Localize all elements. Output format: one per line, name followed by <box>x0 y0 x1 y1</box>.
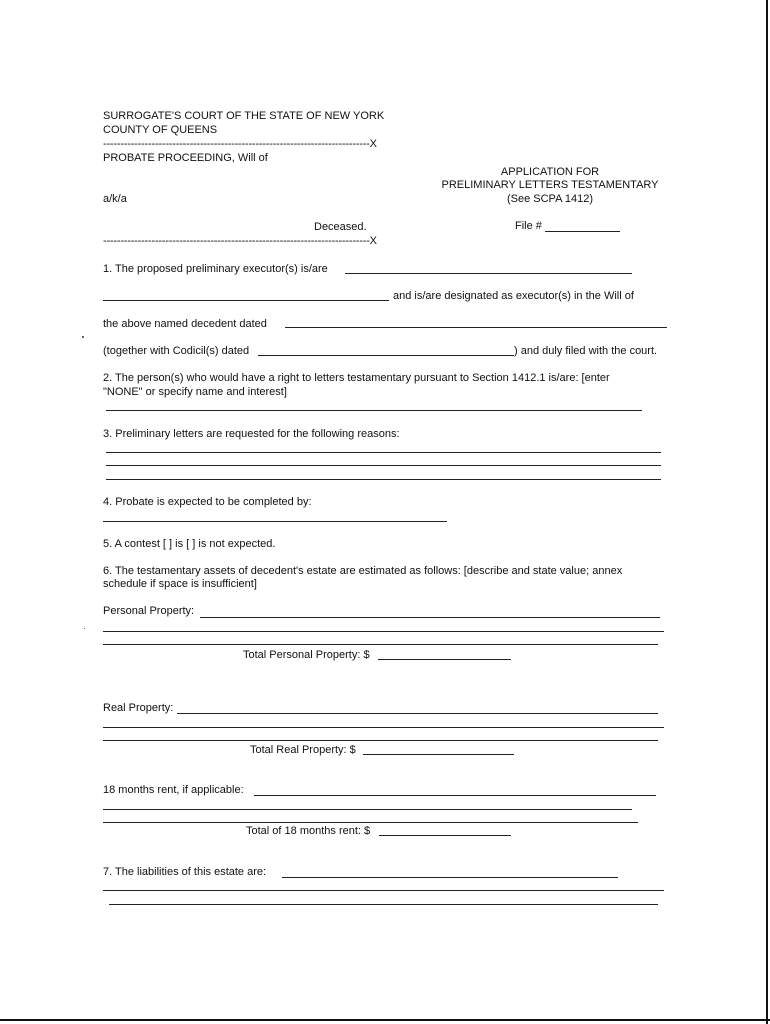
rent-label: 18 months rent, if applicable: <box>103 784 244 796</box>
total-real-property-label: Total Real Property: $ <box>250 744 356 756</box>
section3-line1: 3. Preliminary letters are requested for the following reasons: <box>103 428 400 440</box>
application-title-line2: PRELIMINARY LETTERS TESTAMENTARY <box>441 179 659 191</box>
application-title-line3: (See SCPA 1412) <box>506 193 593 205</box>
application-title-line1: APPLICATION FOR <box>500 166 600 178</box>
section1-line2: and is/are designated as executor(s) in the Will of <box>393 290 634 302</box>
liabilities-field-3[interactable] <box>109 904 658 905</box>
section5-line1: 5. A contest [ ] is [ ] is not expected. <box>103 538 276 550</box>
total-rent-field[interactable] <box>379 835 511 836</box>
total-rent-label: Total of 18 months rent: $ <box>246 825 371 837</box>
codicil-date-field[interactable] <box>258 355 514 356</box>
executor-name-field-2[interactable] <box>103 300 389 301</box>
proceeding-title: PROBATE PROCEEDING, Will of <box>103 152 268 164</box>
liabilities-field-2[interactable] <box>103 890 664 891</box>
section2-line1: 2. The person(s) who would have a right to letters testamentary pursuant to Section 1412.1 is/are: [enter <box>103 372 610 384</box>
court-name-line1: SURROGATE'S COURT OF THE STATE OF NEW YORK <box>103 110 385 122</box>
section2-answer-field[interactable] <box>106 410 642 411</box>
section1-line4b: ) and duly filed with the court. <box>514 345 658 357</box>
rent-field-1[interactable] <box>254 795 656 796</box>
section2-line2: "NONE" or specify name and interest] <box>103 386 287 398</box>
caption-divider-bottom: -----------------------------------------------------------------------------X <box>103 235 377 247</box>
will-date-field[interactable] <box>285 327 667 328</box>
scan-speck <box>82 336 84 338</box>
executor-name-field-1[interactable] <box>345 273 632 274</box>
deceased-label: Deceased. <box>314 221 367 233</box>
rent-field-2[interactable] <box>103 809 632 810</box>
court-name-line2: COUNTY OF QUEENS <box>103 124 218 136</box>
reasons-field-1[interactable] <box>106 452 661 453</box>
personal-property-field-3[interactable] <box>103 644 658 645</box>
personal-property-field-1[interactable] <box>200 617 660 618</box>
real-property-field-2[interactable] <box>103 727 664 728</box>
total-personal-property-field[interactable] <box>378 659 511 660</box>
section1-line1: 1. The proposed preliminary executor(s) is/are <box>103 263 328 275</box>
liabilities-field-1[interactable] <box>282 877 618 878</box>
page-right-border <box>766 0 768 1024</box>
real-property-label: Real Property: <box>103 702 174 714</box>
section1-line3: the above named decedent dated <box>103 318 267 330</box>
aka-label: a/k/a <box>103 193 127 205</box>
real-property-field-1[interactable] <box>177 713 658 714</box>
section6-line2: schedule if space is insufficient] <box>103 578 257 590</box>
completion-date-field[interactable] <box>103 521 447 522</box>
section7-line1: 7. The liabilities of this estate are: <box>103 866 267 878</box>
scan-speck <box>84 628 85 629</box>
section1-line4a: (together with Codicil(s) dated <box>103 345 250 357</box>
reasons-field-3[interactable] <box>106 479 661 480</box>
personal-property-field-2[interactable] <box>103 631 664 632</box>
section4-line1: 4. Probate is expected to be completed by: <box>103 496 312 508</box>
file-number-field[interactable] <box>545 231 620 232</box>
reasons-field-2[interactable] <box>106 465 661 466</box>
total-real-property-field[interactable] <box>363 754 514 755</box>
section6-line1: 6. The testamentary assets of decedent's estate are estimated as follows: [describe and state value; annex <box>103 565 623 577</box>
total-personal-property-label: Total Personal Property: $ <box>243 649 370 661</box>
real-property-field-3[interactable] <box>103 740 658 741</box>
rent-field-3[interactable] <box>103 822 638 823</box>
page-bottom-border <box>0 1019 770 1021</box>
caption-divider-top: -----------------------------------------------------------------------------X <box>103 138 377 150</box>
file-number-label: File # <box>515 220 542 232</box>
personal-property-label: Personal Property: <box>103 605 195 617</box>
